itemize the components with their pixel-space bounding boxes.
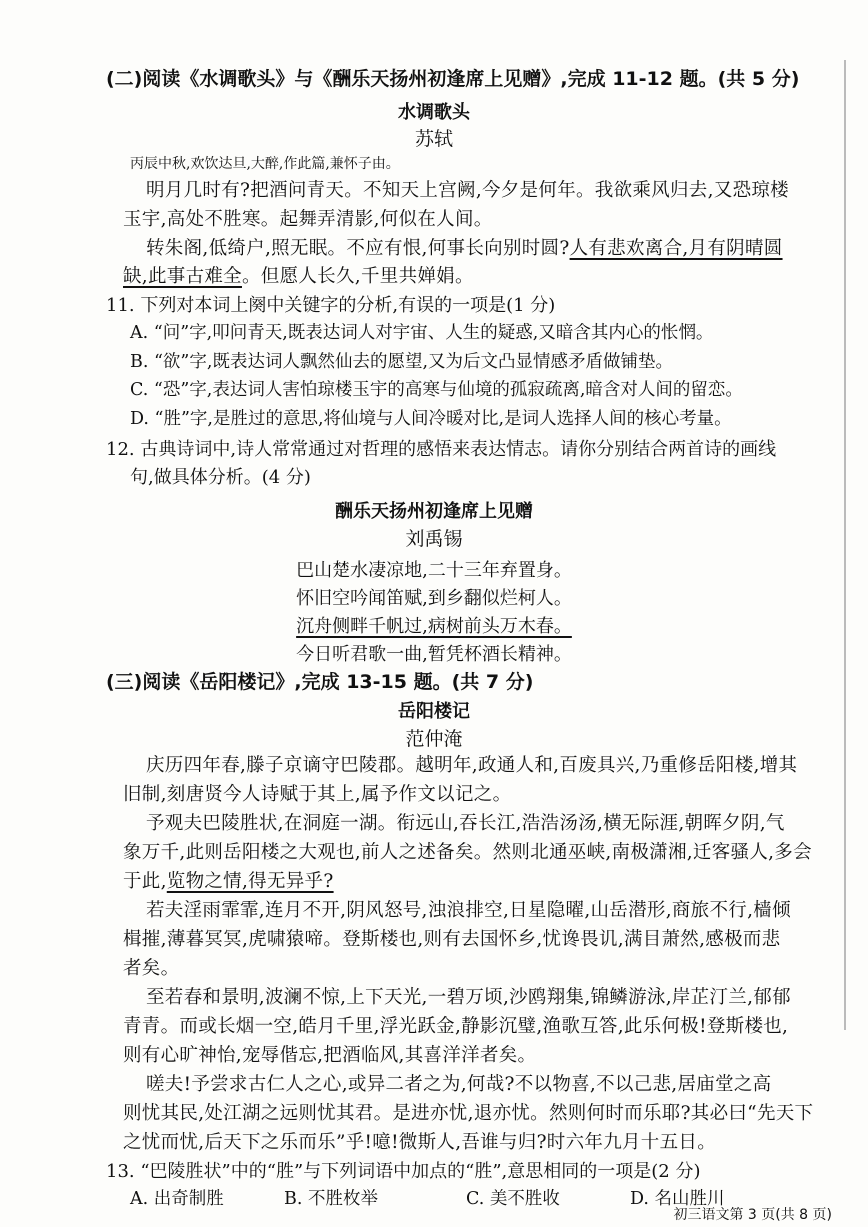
underlined-sentence: 沉舟侧畔千帆过,病树前头万木春。 bbox=[296, 616, 572, 637]
poem-line: 怀旧空吟闻笛赋,到乡翻似烂柯人。 bbox=[296, 588, 572, 609]
scan-edge-shadow bbox=[844, 60, 846, 1030]
essay-text-line bbox=[123, 873, 334, 892]
essay-title-yueyanglou: 岳阳楼记 bbox=[398, 701, 470, 722]
question-11-option-a: A. “问”字,叩问青天,既表达词人对宇宙、人生的疑惑,又暗含其内心的怅惘。 bbox=[130, 323, 714, 343]
underlined-sentence: 人有悲欢离合,月有阴晴圆 bbox=[569, 238, 783, 259]
poem-text-line: 明月几时有?把酒问青天。不知天上宫阙,今夕是何年。我欲乘风归去,又恐琼楼 bbox=[146, 180, 789, 201]
question-13-option-b: B. 不胜枚举 bbox=[284, 1189, 378, 1209]
poem-text-line bbox=[146, 240, 783, 259]
poem-title-shuidiao: 水调歌头 bbox=[398, 102, 470, 123]
question-13-option-c: C. 美不胜收 bbox=[466, 1189, 560, 1209]
essay-text-line: 者矣。 bbox=[123, 958, 180, 979]
essay-text-line: 楫摧,薄暮冥冥,虎啸猿啼。登斯楼也,则有去国怀乡,忧谗畏讥,满目萧然,感极而悲 bbox=[123, 929, 781, 950]
essay-author-fanzhongyan: 范仲淹 bbox=[405, 728, 463, 750]
essay-text-line: 予观夫巴陵胜状,在洞庭一湖。衔远山,吞长江,浩浩汤汤,横无际涯,朝晖夕阴,气 bbox=[146, 813, 785, 834]
poem-text-line bbox=[123, 268, 474, 287]
question-11-stem: 11. 下列对本词上阕中关键字的分析,有误的一项是(1 分) bbox=[106, 295, 556, 316]
poem-author-sushi: 苏轼 bbox=[414, 128, 453, 150]
poem-text-segment: 。但愿人长久,千里共婵娟。 bbox=[241, 266, 474, 287]
question-13-option-a: A. 出奇制胜 bbox=[130, 1189, 224, 1209]
poem-line: 今日听君歌一曲,暂凭杯酒长精神。 bbox=[296, 644, 572, 665]
poem-line-underlined bbox=[0, 618, 868, 636]
question-11-option-d: D. “胜”字,是胜过的意思,将仙境与人间冷暖对比,是词人选择人间的核心考量。 bbox=[130, 409, 732, 429]
essay-text-line: 象万千,此则岳阳楼之大观也,前人之述备矣。然则北通巫峡,南极潇湘,迁客骚人,多会 bbox=[123, 842, 812, 863]
underlined-sentence: 缺,此事古难全 bbox=[123, 266, 242, 287]
question-11-option-b: B. “欲”字,既表达词人飘然仙去的愿望,又为后文凸显情感矛盾做铺垫。 bbox=[130, 352, 674, 372]
section-2-header: (二)阅读《水调歌头》与《酬乐天扬州初逢席上见赠》,完成 11-12 题。(共 5 分) bbox=[106, 68, 800, 90]
essay-text-segment: 于此, bbox=[123, 871, 167, 892]
question-12-stem: 12. 古典诗词中,诗人常常通过对哲理的感悟来表达情志。请你分别结合两首诗的画线 bbox=[106, 439, 777, 460]
essay-text-line: 之忧而忧,后天下之乐而乐”乎!噫!微斯人,吾谁与归?时六年九月十五日。 bbox=[123, 1132, 717, 1153]
poem-preface: 丙辰中秋,欢饮达旦,大醉,作此篇,兼怀子由。 bbox=[130, 156, 400, 172]
question-12-stem-cont: 句,做具体分析。(4 分) bbox=[130, 467, 311, 488]
section-3-header: (三)阅读《岳阳楼记》,完成 13-15 题。(共 7 分) bbox=[106, 671, 534, 693]
essay-text-line: 若夫淫雨霏霏,连月不开,阴风怒号,浊浪排空,日星隐曜,山岳潜形,商旅不行,樯倾 bbox=[146, 900, 791, 921]
underlined-sentence: 览物之情,得无异乎? bbox=[166, 871, 334, 892]
poem-text-segment: 转朱阁,低绮户,照无眠。不应有恨,何事长向别时圆? bbox=[146, 238, 570, 259]
poem-title-chouletian: 酬乐天扬州初逢席上见赠 bbox=[335, 501, 533, 522]
essay-text-line: 青青。而或长烟一空,皓月千里,浮光跃金,静影沉璧,渔歌互答,此乐何极!登斯楼也, bbox=[123, 1016, 789, 1037]
question-11-option-c: C. “恐”字,表达词人害怕琼楼玉宇的高寒与仙境的孤寂疏离,暗含对人间的留恋。 bbox=[130, 380, 743, 400]
essay-text-line: 旧制,刻唐贤今人诗赋于其上,属予作文以记之。 bbox=[123, 784, 512, 805]
poem-line: 巴山楚水凄凉地,二十三年弃置身。 bbox=[296, 560, 572, 581]
poem-text-line: 玉宇,高处不胜寒。起舞弄清影,何似在人间。 bbox=[123, 209, 493, 230]
page-footer: 初三语文第 3 页(共 8 页) bbox=[673, 1207, 832, 1223]
essay-text-line: 庆历四年春,滕子京谪守巴陵郡。越明年,政通人和,百废具兴,乃重修岳阳楼,增其 bbox=[146, 755, 798, 776]
essay-text-line: 嗟夫!予尝求古仁人之心,或异二者之为,何哉?不以物喜,不以己悲,居庙堂之高 bbox=[146, 1074, 772, 1095]
essay-text-line: 则有心旷神怡,宠辱偕忘,把酒临风,其喜洋洋者矣。 bbox=[123, 1045, 537, 1066]
essay-text-line: 则忧其民,处江湖之远则忧其君。是进亦忧,退亦忧。然则何时而乐耶?其必曰“先天下 bbox=[123, 1103, 814, 1124]
poem-author-liuyuxi: 刘禹锡 bbox=[405, 528, 463, 550]
question-13-stem: 13. “巴陵胜状”中的“胜”与下列词语中加点的“胜”,意思相同的一项是(2 分) bbox=[106, 1161, 701, 1182]
question-13-option-d: D. 名山胜川 bbox=[630, 1189, 725, 1209]
essay-text-line: 至若春和景明,波澜不惊,上下天光,一碧万顷,沙鸥翔集,锦鳞游泳,岸芷汀兰,郁郁 bbox=[146, 987, 791, 1008]
